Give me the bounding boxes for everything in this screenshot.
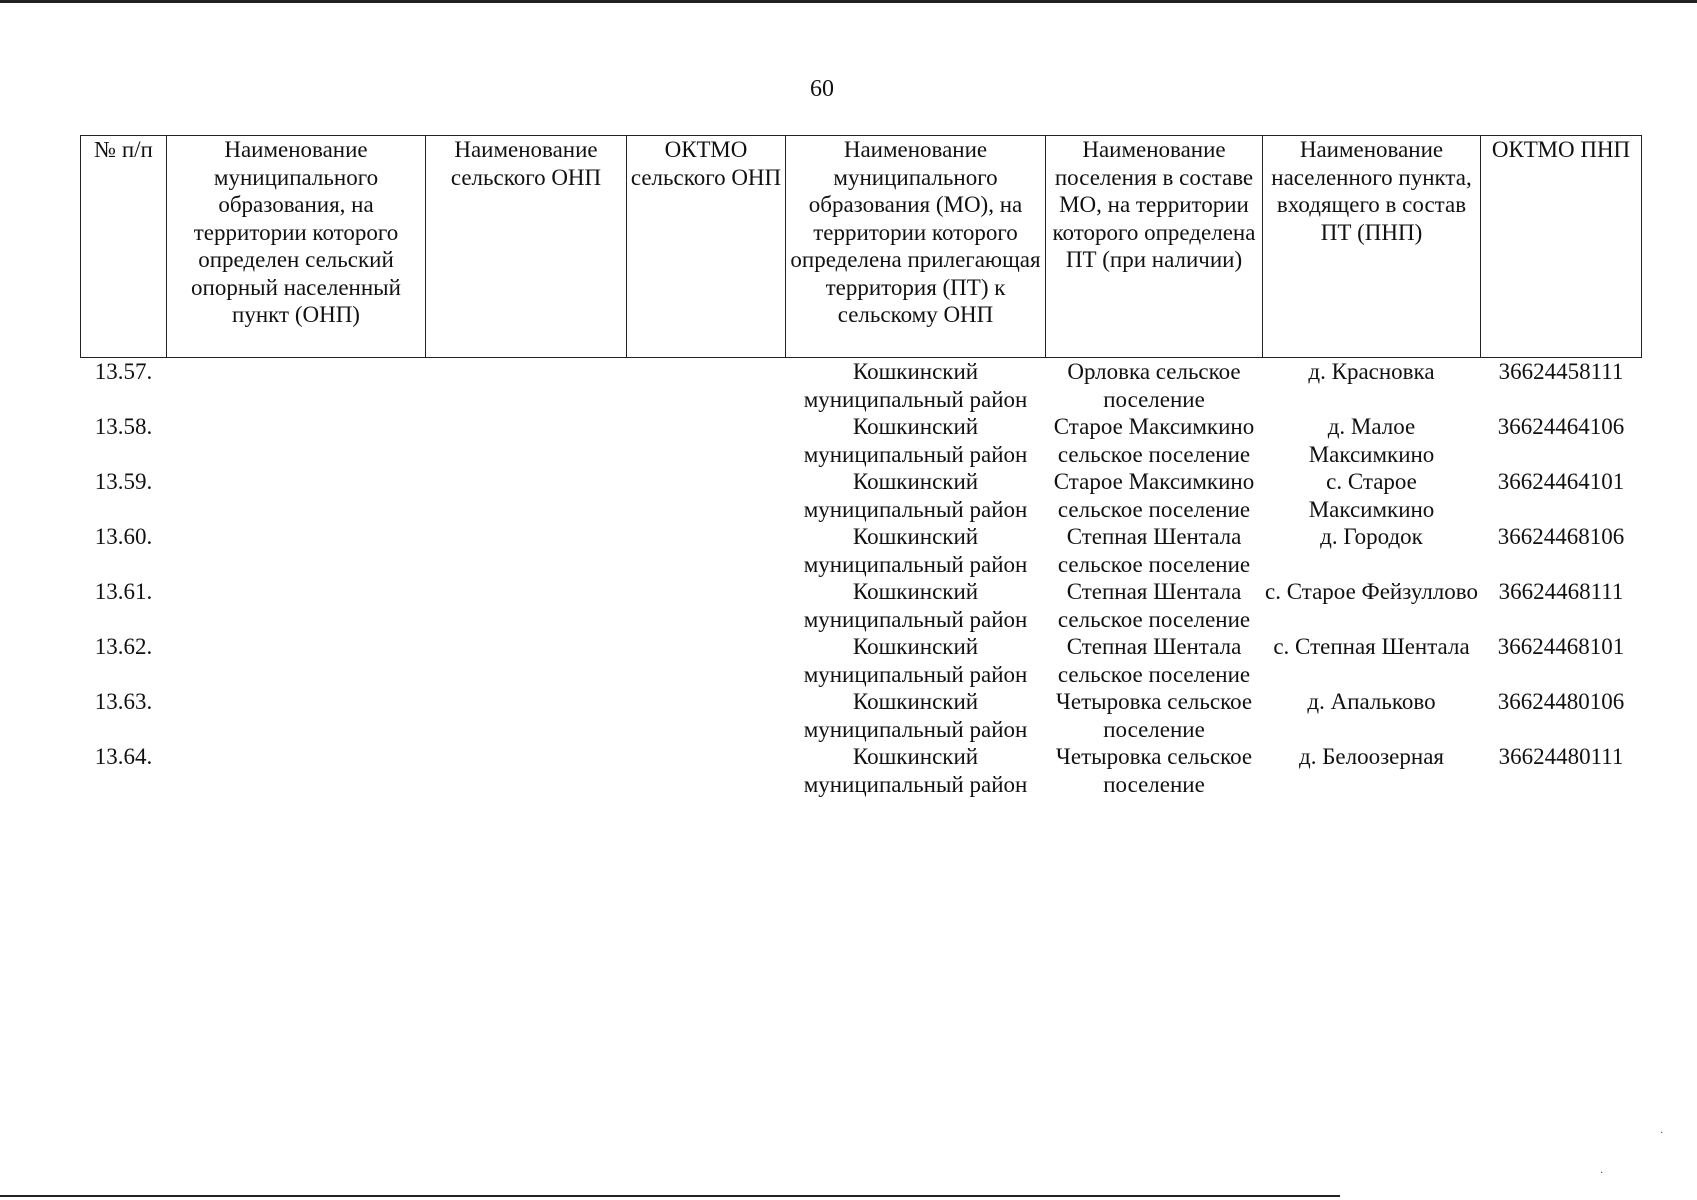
row-number: 13.58. [94,414,153,439]
row-oktmo-onp [627,468,786,523]
header-oktmo-pnp: ОКТМО ПНП [1481,136,1642,358]
row-oktmo: 36624468101 [1497,634,1625,659]
row-mo-onp [167,688,426,743]
page-number: 60 [810,76,834,102]
row-onp-name [426,468,627,523]
row-mo-onp [167,743,426,798]
settlements-table [80,135,1642,798]
row-locality: д. Красновка [1308,359,1435,384]
row-mo-onp [167,633,426,688]
row-number: 13.60. [94,524,153,549]
row-oktmo-onp [627,743,786,798]
table-row [81,358,1642,414]
row-number: 13.64. [94,744,153,769]
row-mo: Кошкинский муниципальный район [803,359,1028,412]
row-oktmo: 36624480111 [1498,744,1624,769]
row-onp-name [426,743,627,798]
row-locality: д. Белоозерная [1299,744,1444,769]
row-mo: Кошкинский муниципальный район [803,744,1028,797]
row-locality: д. Апальково [1307,689,1436,714]
row-mo-onp [167,523,426,578]
row-mo: Кошкинский муниципальный район [803,579,1028,632]
table-row [81,413,1642,468]
row-onp-name [426,578,627,633]
row-settlement: Орловка сельское поселение [1067,359,1241,412]
top-rule [0,0,1697,3]
header-onp-name: Наименование сельского ОНП [426,136,627,358]
row-settlement: Старое Максимкино сельское поселение [1053,414,1255,467]
row-oktmo-onp [627,688,786,743]
table-row [81,688,1642,743]
row-settlement: Степная Шентала сельское поселение [1057,524,1251,577]
row-oktmo: 36624464106 [1497,414,1625,439]
row-settlement: Старое Максимкино сельское поселение [1053,469,1255,522]
header-mo-onp: Наименование муниципального образования, на территории которого определен сельский опорный населенный пункт (ОНП) [167,136,426,358]
header-oktmo-onp: ОКТМО сельского ОНП [627,136,786,358]
row-settlement: Степная Шентала сельское поселение [1057,579,1251,632]
row-settlement: Четыровка сельское поселение [1055,689,1253,742]
row-number: 13.59. [94,469,153,494]
row-locality: с. Старое Максимкино [1308,469,1435,522]
header-mo-pt: Наименование муниципального образования (МО), на территории которого определена прилегающая территория (ПТ) к сельскому ОНП [786,136,1046,358]
row-oktmo-onp [627,633,786,688]
row-onp-name [426,358,627,414]
table-row [81,468,1642,523]
row-oktmo: 36624468111 [1498,579,1624,604]
row-mo-onp [167,578,426,633]
row-oktmo: 36624468106 [1497,524,1625,549]
row-onp-name [426,688,627,743]
row-oktmo: 36624480106 [1497,689,1625,714]
row-mo-onp [167,468,426,523]
row-onp-name [426,523,627,578]
row-oktmo-onp [627,578,786,633]
row-number: 13.62. [94,634,153,659]
header-row [81,136,1642,358]
row-onp-name [426,413,627,468]
row-number: 13.61. [94,579,153,604]
scan-speck: · [1600,1168,1604,1179]
scan-speck: · [1660,1128,1664,1139]
table-row [81,743,1642,798]
header-num: № п/п [81,136,167,358]
row-number: 13.57. [94,359,153,384]
row-mo: Кошкинский муниципальный район [803,469,1028,522]
table-row [81,633,1642,688]
row-mo: Кошкинский муниципальный район [803,414,1028,467]
row-mo: Кошкинский муниципальный район [803,689,1028,742]
row-locality: с. Старое Фейзуллово [1265,579,1478,604]
row-number: 13.63. [94,689,153,714]
row-locality: с. Степная Шентала [1273,634,1470,659]
row-mo: Кошкинский муниципальный район [803,524,1028,577]
row-oktmo: 36624458111 [1498,359,1624,384]
row-oktmo-onp [627,413,786,468]
row-mo-onp [167,413,426,468]
row-mo-onp [167,358,426,414]
table-row [81,578,1642,633]
row-locality: д. Городок [1320,524,1423,549]
row-oktmo-onp [627,358,786,414]
row-mo: Кошкинский муниципальный район [803,634,1028,687]
row-oktmo-onp [627,523,786,578]
header-locality: Наименование населенного пункта, входящего в состав ПТ (ПНП) [1263,136,1481,358]
header-settlement: Наименование поселения в составе МО, на территории которого определена ПТ (при наличии) [1046,136,1263,358]
row-settlement: Степная Шентала сельское поселение [1057,634,1251,687]
bottom-rule [0,1195,1340,1197]
row-locality: д. Малое Максимкино [1308,414,1435,467]
row-oktmo: 36624464101 [1497,469,1625,494]
row-onp-name [426,633,627,688]
table-row [81,523,1642,578]
row-settlement: Четыровка сельское поселение [1055,744,1253,797]
